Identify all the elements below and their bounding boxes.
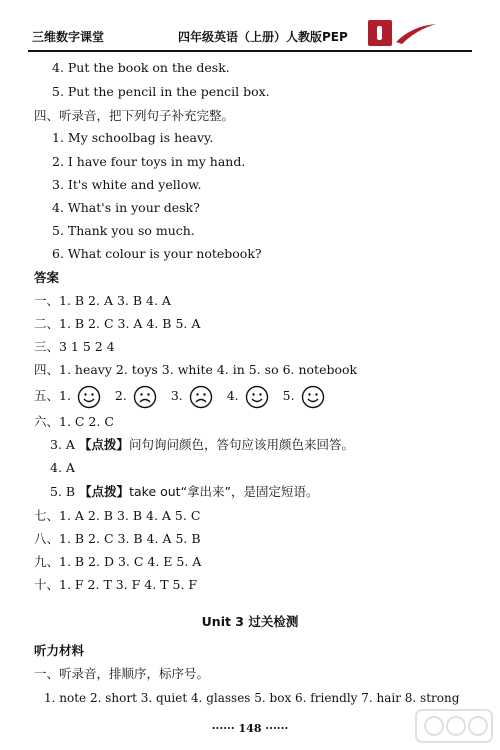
answer-number: 2. (114, 388, 127, 403)
answer-line: 4. A (50, 460, 75, 475)
sentence-line: 2. I have four toys in my hand. (52, 154, 246, 169)
sentence-line: 1. My schoolbag is heavy. (52, 130, 214, 145)
answer-line: 十、1. F 2. T 3. F 4. T 5. F (34, 577, 198, 592)
answer-line: 七、1. A 2. B 3. B 4. A 5. C (34, 508, 201, 523)
answer-line: 九、1. B 2. D 3. C 4. E 5. A (34, 554, 202, 569)
answers-title: 答案 (34, 270, 60, 285)
page-header (28, 20, 472, 52)
publisher-logo (368, 20, 392, 46)
answer-line: 一、1. B 2. A 3. B 4. A (34, 293, 171, 308)
smile-face-icon (301, 385, 325, 409)
tip-label: 【点拨】 (78, 437, 129, 452)
smile-face-icon (77, 385, 101, 409)
smile-face-icon (245, 385, 269, 409)
answer-line: 六、1. C 2. C (34, 414, 114, 429)
watermark-logo (414, 706, 494, 746)
sentence-line: 5. Thank you so much. (52, 223, 195, 238)
unit-title: Unit 3 过关检测 (201, 614, 299, 629)
word-list: 1. note 2. short 3. quiet 4. glasses 5. box 6. friendly 7. hair 8. strong (44, 691, 460, 705)
header-book-title: 四年级英语（上册）人教版PEP (178, 30, 348, 44)
answer-line: 八、1. B 2. C 3. B 4. A 5. B (34, 531, 201, 546)
answer-line: 二、1. B 2. C 3. A 4. B 5. A (34, 316, 201, 331)
answer-number: 4. (226, 388, 239, 403)
tip-text: take out“拿出来”，是固定短语。 (129, 484, 319, 499)
frown-face-icon (189, 385, 213, 409)
sentence-line: 6. What colour is your notebook? (52, 246, 262, 261)
page-number: ······ 148 ······ (211, 722, 289, 735)
answer-number: 3. (170, 388, 183, 403)
answer-line: 三、3 1 5 2 4 (34, 339, 115, 354)
section-heading: 一、听录音，排顺序，标序号。 (34, 666, 210, 681)
answer-line-faces (34, 384, 327, 409)
answer-prefix: 五、1. (34, 388, 71, 403)
answer-number: 5. B (50, 484, 76, 499)
swoosh-logo-icon (394, 22, 438, 46)
sentence-line: 3. It's white and yellow. (52, 177, 202, 192)
tip-text: 问句询问颜色，答句应该用颜色来回答。 (128, 437, 354, 452)
header-left-title: 三维数字课堂 (32, 30, 105, 44)
sentence-line: 5. Put the pencil in the pencil box. (52, 84, 270, 99)
sentence-line: 4. What's in your desk? (52, 200, 200, 215)
answer-number: 3. A (50, 437, 75, 452)
section-heading: 四、听录音，把下列句子补充完整。 (34, 108, 235, 123)
answer-line-with-tip (50, 437, 354, 453)
sentence-line: 4. Put the book on the desk. (52, 60, 230, 75)
tip-label: 【点拨】 (79, 484, 130, 499)
answer-line: 四、1. heavy 2. toys 3. white 4. in 5. so 6. notebook (34, 362, 358, 377)
frown-face-icon (133, 385, 157, 409)
answer-line-with-tip (50, 484, 319, 500)
listening-material-title: 听力材料 (34, 643, 85, 658)
answer-number: 5. (282, 388, 295, 403)
